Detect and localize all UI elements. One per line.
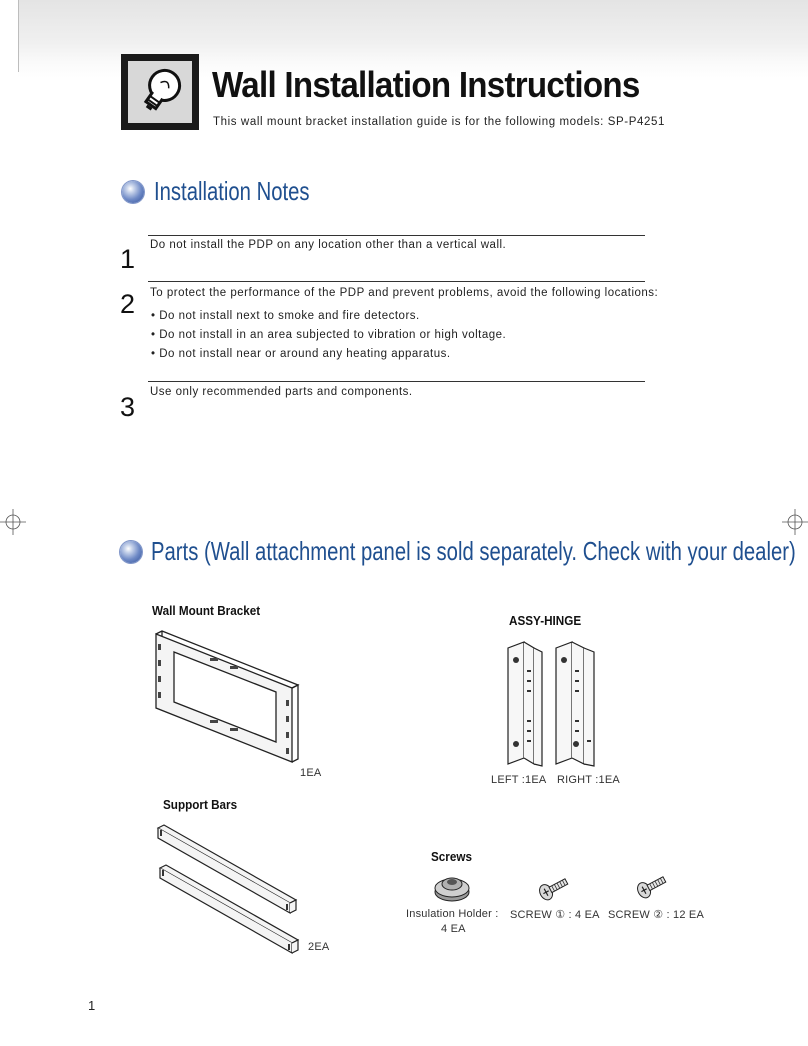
note-number: 2 [120, 289, 136, 319]
note-bullet: • Do not install near or around any heating apparatus. [151, 348, 451, 360]
note-divider [148, 381, 645, 382]
assy-hinge-left-qty: LEFT :1EA [491, 774, 547, 786]
insulation-holder-label: Insulation Holder : [406, 908, 499, 920]
assy-hinge-label: ASSY-HINGE [509, 613, 582, 628]
insulation-holder-qty: 4 EA [441, 923, 466, 935]
installation-notes-heading: Installation Notes [154, 176, 310, 206]
page-title: Wall Installation Instructions [212, 64, 640, 105]
note-bullet: • Do not install in an area subjected to vibration or high voltage. [151, 329, 507, 341]
support-bars-label: Support Bars [163, 797, 238, 812]
insulation-holder-image [432, 870, 472, 904]
assy-hinge-left-image [500, 640, 546, 770]
section-bullet-icon [120, 541, 142, 563]
screw-2-qty: SCREW ② : 12 EA [608, 909, 704, 921]
assy-hinge-right-image [552, 640, 598, 770]
header-border [18, 0, 19, 72]
wall-mount-bracket-label: Wall Mount Bracket [152, 603, 261, 618]
screws-label: Screws [431, 849, 472, 864]
note-number: 1 [120, 244, 136, 274]
page-subtitle: This wall mount bracket installation guide is for the following models: SP-P4251 [213, 116, 665, 128]
note-divider [148, 235, 645, 236]
lightbulb-icon [121, 54, 199, 130]
section-bullet-icon [122, 181, 144, 203]
parts-heading: Parts (Wall attachment panel is sold separately. Check with your dealer) [151, 536, 796, 566]
page-number: 1 [88, 998, 96, 1013]
screw-1-qty: SCREW ① : 4 EA [510, 909, 600, 921]
note-text: Do not install the PDP on any location other than a vertical wall. [150, 239, 507, 251]
note-bullet: • Do not install next to smoke and fire detectors. [151, 310, 420, 322]
assy-hinge-right-qty: RIGHT :1EA [557, 774, 620, 786]
note-divider [148, 281, 645, 282]
screw-2-image [634, 872, 670, 900]
wall-mount-bracket-qty: 1EA [300, 767, 322, 779]
note-number: 3 [120, 392, 136, 422]
screw-1-image [536, 874, 572, 902]
note-text: To protect the performance of the PDP and prevent problems, avoid the following locations: [150, 287, 659, 299]
support-bars-qty: 2EA [308, 941, 330, 953]
note-text: Use only recommended parts and components. [150, 386, 413, 398]
wall-mount-bracket-image [150, 630, 300, 770]
registration-mark-icon [0, 509, 26, 535]
support-bars-image [154, 822, 304, 962]
registration-mark-icon [782, 509, 808, 535]
